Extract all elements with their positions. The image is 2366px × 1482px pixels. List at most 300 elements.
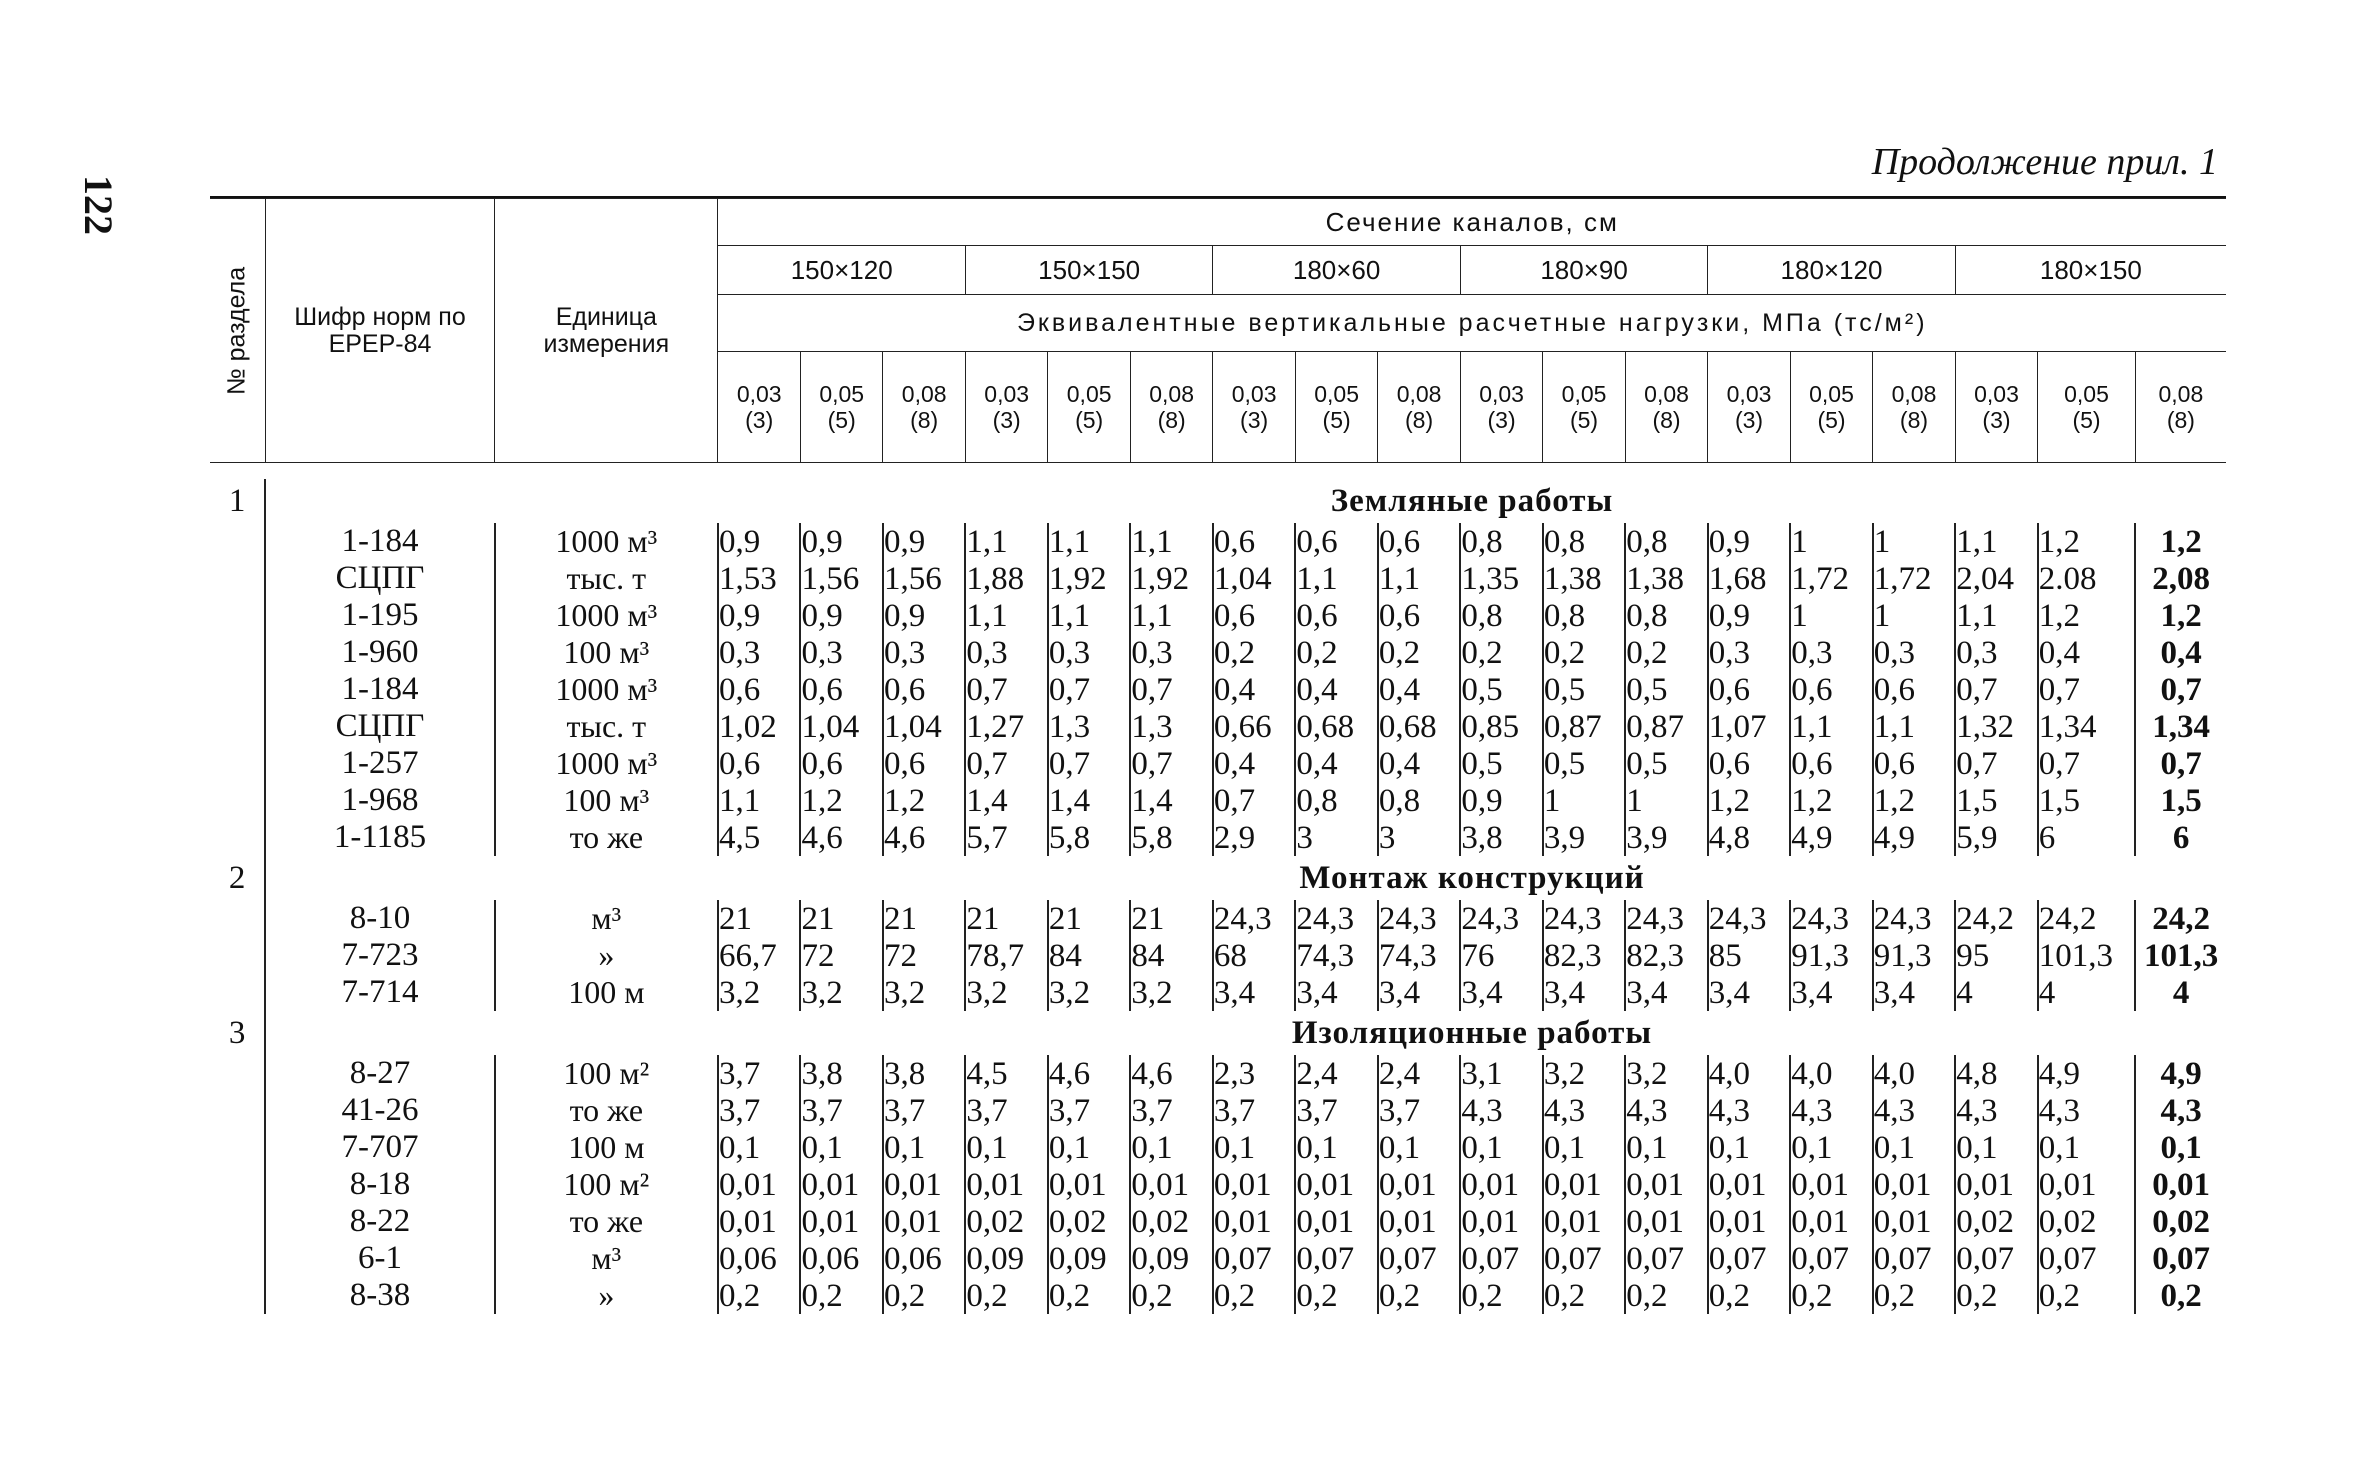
value-cell: 0,1 (1543, 1129, 1625, 1166)
section-size-header: 150×120 (718, 246, 965, 295)
pressure-tc: (5) (2072, 407, 2101, 433)
section-number: 2 (228, 859, 246, 896)
value-cell: 0,1 (1295, 1129, 1377, 1166)
value-cell: 0,1 (1213, 1129, 1295, 1166)
value-cell: 0,1 (1708, 1129, 1790, 1166)
section-number-cell (210, 1166, 265, 1203)
value-cell: 0,07 (1955, 1240, 2037, 1277)
value-cell: 1,88 (965, 560, 1047, 597)
section-size-header: 180×90 (1460, 246, 1707, 295)
value-cell: 2.08 (2038, 560, 2136, 597)
value-cell: 1,2 (2135, 523, 2226, 560)
value-cell: 0,1 (1790, 1129, 1872, 1166)
table-body (210, 463, 2226, 1315)
value-cell: 0,2 (2038, 1277, 2136, 1314)
norm-code: 7-723 (265, 937, 494, 974)
value-cell: 1,1 (1130, 597, 1212, 634)
norms-table (210, 198, 2226, 1314)
value-cell: 1 (1625, 782, 1707, 819)
value-cell: 1,53 (718, 560, 800, 597)
value-cell: 0,1 (1955, 1129, 2037, 1166)
value-cell: 0,6 (1295, 523, 1377, 560)
pressure-mpa: 0,03 (1479, 380, 1524, 407)
norm-code: 7-714 (265, 974, 494, 1011)
value-cell: 72 (883, 937, 965, 974)
pressure-header (1873, 352, 1955, 463)
value-cell: 0,3 (1873, 634, 1955, 671)
value-cell: 0,1 (1460, 1129, 1542, 1166)
value-cell: 0,66 (1213, 708, 1295, 745)
unit-cell: 1000 м³ (495, 597, 718, 634)
value-cell: 1 (1873, 597, 1955, 634)
value-cell: 0,2 (1213, 634, 1295, 671)
value-cell: 3,7 (965, 1092, 1047, 1129)
value-cell: 0,07 (1873, 1240, 1955, 1277)
value-cell: 5,9 (1955, 819, 2037, 856)
pressure-mpa: 0,03 (1974, 380, 2019, 407)
value-cell: 0,6 (1213, 597, 1295, 634)
value-cell: 1,2 (1708, 782, 1790, 819)
pressure-mpa: 0,05 (1066, 380, 1112, 407)
value-cell: 0,5 (1460, 745, 1542, 782)
section-size-header: 180×150 (1955, 246, 2226, 295)
value-cell: 4,3 (1873, 1092, 1955, 1129)
value-cell: 1,2 (1873, 782, 1955, 819)
table-row (210, 1203, 2226, 1240)
pressure-header (1955, 352, 2037, 463)
value-cell: 0,02 (1048, 1203, 1130, 1240)
value-cell: 1,04 (883, 708, 965, 745)
section-number-cell (210, 671, 265, 708)
value-cell: 1,02 (718, 708, 800, 745)
value-cell: 24,3 (1873, 900, 1955, 937)
unit-cell: тыс. т (495, 560, 718, 597)
value-cell: 24,2 (2038, 900, 2136, 937)
value-cell: 0,5 (1625, 671, 1707, 708)
unit-cell: 100 м (495, 974, 718, 1011)
value-cell: 1,34 (2038, 708, 2136, 745)
value-cell: 0,07 (2038, 1240, 2136, 1277)
table-row (210, 1277, 2226, 1314)
value-cell: 3,7 (718, 1092, 800, 1129)
value-cell: 0,07 (1625, 1240, 1707, 1277)
value-cell: 24,3 (1378, 900, 1460, 937)
value-cell: 0,1 (883, 1129, 965, 1166)
value-cell: 4,8 (1708, 819, 1790, 856)
value-cell: 0,5 (1543, 671, 1625, 708)
section-number-cell (210, 937, 265, 974)
value-cell: 1,1 (1955, 523, 2037, 560)
value-cell: 0,4 (1295, 671, 1377, 708)
norm-code: 8-10 (265, 900, 494, 937)
section-size-header: 150×150 (965, 246, 1212, 295)
value-cell: 24,3 (1213, 900, 1295, 937)
unit-cell: то же (495, 1203, 718, 1240)
value-cell: 1,1 (1873, 708, 1955, 745)
unit-cell: » (495, 937, 718, 974)
section-title-row (210, 479, 2226, 523)
value-cell: 0,9 (1460, 782, 1542, 819)
value-cell: 24,3 (1460, 900, 1542, 937)
value-cell: 0,1 (1378, 1129, 1460, 1166)
pressure-header (883, 352, 965, 463)
value-cell: 0,07 (2135, 1240, 2226, 1277)
value-cell: 0,1 (2038, 1129, 2136, 1166)
value-cell: 0,2 (1378, 1277, 1460, 1314)
table-row (210, 1166, 2226, 1203)
value-cell: 0,3 (1708, 634, 1790, 671)
value-cell: 0,2 (1625, 634, 1707, 671)
norm-code: 1-960 (265, 634, 494, 671)
value-cell: 4 (2135, 974, 2226, 1011)
value-cell: 1,1 (1130, 523, 1212, 560)
pressure-mpa: 0,08 (901, 380, 947, 407)
value-cell: 0,9 (718, 523, 800, 560)
pressure-header (1708, 352, 1790, 463)
value-cell: 3,7 (1378, 1092, 1460, 1129)
value-cell: 3,2 (1625, 1055, 1707, 1092)
table-row (210, 819, 2226, 856)
value-cell: 0,07 (1213, 1240, 1295, 1277)
value-cell: 0,6 (1378, 523, 1460, 560)
pressure-header (1378, 352, 1460, 463)
value-cell: 0,1 (2135, 1129, 2226, 1166)
value-cell: 0,2 (1460, 634, 1542, 671)
value-cell: 1,2 (2038, 523, 2136, 560)
value-cell: 0,02 (1955, 1203, 2037, 1240)
value-cell: 1,2 (1790, 782, 1872, 819)
norm-code: 8-22 (265, 1203, 494, 1240)
table-row (210, 597, 2226, 634)
table-row (210, 937, 2226, 974)
value-cell: 0,2 (1543, 1277, 1625, 1314)
unit-cell: » (495, 1277, 718, 1314)
value-cell: 1,4 (1130, 782, 1212, 819)
section-number-cell (210, 1277, 265, 1314)
value-cell: 4,8 (1955, 1055, 2037, 1092)
value-cell: 24,3 (1625, 900, 1707, 937)
value-cell: 0,07 (1295, 1240, 1377, 1277)
value-cell: 0,6 (800, 671, 882, 708)
value-cell: 0,01 (1378, 1203, 1460, 1240)
table-row (210, 1092, 2226, 1129)
value-cell: 1,38 (1543, 560, 1625, 597)
value-cell: 0,9 (883, 523, 965, 560)
section-title: Земляные работы (1330, 482, 1614, 519)
pressure-mpa: 0,08 (1149, 380, 1195, 407)
value-cell: 3,8 (883, 1055, 965, 1092)
value-cell: 1,1 (1378, 560, 1460, 597)
value-cell: 1,27 (965, 708, 1047, 745)
value-cell: 1,1 (1790, 708, 1872, 745)
value-cell: 0,01 (800, 1203, 882, 1240)
value-cell: 0,68 (1295, 708, 1377, 745)
pressure-mpa: 0,03 (984, 380, 1030, 407)
value-cell: 0,6 (1213, 523, 1295, 560)
value-cell: 3,1 (1460, 1055, 1542, 1092)
value-cell: 4,5 (965, 1055, 1047, 1092)
pressure-header (1460, 352, 1542, 463)
section-number-cell (210, 634, 265, 671)
value-cell: 24,2 (2135, 900, 2226, 937)
value-cell: 3,7 (1295, 1092, 1377, 1129)
page-number: 122 (76, 175, 121, 235)
value-cell: 0,2 (1295, 634, 1377, 671)
pressure-header (1790, 352, 1872, 463)
value-cell: 0,2 (1048, 1277, 1130, 1314)
value-cell: 3 (1295, 819, 1377, 856)
value-cell: 0,7 (2038, 671, 2136, 708)
value-cell: 0,07 (1378, 1240, 1460, 1277)
value-cell: 1,72 (1873, 560, 1955, 597)
value-cell: 0,01 (883, 1166, 965, 1203)
value-cell: 4,9 (1873, 819, 1955, 856)
pressure-mpa: 0,05 (1561, 380, 1607, 407)
value-cell: 0,2 (800, 1277, 882, 1314)
value-cell: 0,7 (1130, 745, 1212, 782)
pressure-tc: (5) (1322, 407, 1351, 433)
value-cell: 84 (1048, 937, 1130, 974)
value-cell: 2,3 (1213, 1055, 1295, 1092)
value-cell: 0,01 (800, 1166, 882, 1203)
value-cell: 1,32 (1955, 708, 2037, 745)
value-cell: 1,3 (1048, 708, 1130, 745)
value-cell: 0,8 (1625, 523, 1707, 560)
pressure-header (1213, 352, 1295, 463)
section-number-header: № раздела (210, 199, 265, 463)
value-cell: 0,01 (1295, 1166, 1377, 1203)
value-cell: 0,2 (1543, 634, 1625, 671)
value-cell: 0,3 (883, 634, 965, 671)
section-number-cell (210, 900, 265, 937)
section-size-header: 180×120 (1708, 246, 1955, 295)
value-cell: 4,3 (1955, 1092, 2037, 1129)
norm-code: 1-195 (265, 597, 494, 634)
value-cell: 4,3 (1625, 1092, 1707, 1129)
value-cell: 0,3 (800, 634, 882, 671)
value-cell: 6 (2135, 819, 2226, 856)
value-cell: 1,04 (800, 708, 882, 745)
unit-cell: то же (495, 1092, 718, 1129)
value-cell: 4,6 (800, 819, 882, 856)
section-number-cell (210, 819, 265, 856)
section-title-row (210, 1011, 2226, 1055)
value-cell: 1,5 (2135, 782, 2226, 819)
value-cell: 0,7 (1213, 782, 1295, 819)
value-cell: 4,3 (1543, 1092, 1625, 1129)
value-cell: 3,4 (1625, 974, 1707, 1011)
value-cell: 2,4 (1378, 1055, 1460, 1092)
value-cell: 3,2 (800, 974, 882, 1011)
pressure-header (1130, 352, 1212, 463)
value-cell: 4,3 (2135, 1092, 2226, 1129)
value-cell: 3,4 (1873, 974, 1955, 1011)
value-cell: 4,9 (2135, 1055, 2226, 1092)
pressure-tc: (5) (1817, 407, 1846, 433)
value-cell: 0,01 (1708, 1203, 1790, 1240)
value-cell: 6 (2038, 819, 2136, 856)
value-cell: 1,2 (800, 782, 882, 819)
value-cell: 0,9 (800, 523, 882, 560)
unit-cell: 100 м (495, 1129, 718, 1166)
value-cell: 0,07 (1790, 1240, 1872, 1277)
pressure-header (1543, 352, 1625, 463)
value-cell: 1,1 (718, 782, 800, 819)
value-cell: 3,7 (1213, 1092, 1295, 1129)
value-cell: 0,6 (883, 745, 965, 782)
value-cell: 3,8 (1460, 819, 1542, 856)
section-number: 3 (228, 1014, 246, 1051)
value-cell: 4,9 (1790, 819, 1872, 856)
value-cell: 1,1 (1048, 523, 1130, 560)
value-cell: 4,6 (1130, 1055, 1212, 1092)
value-cell: 0,8 (1460, 523, 1542, 560)
value-cell: 1,92 (1048, 560, 1130, 597)
value-cell: 1,3 (1130, 708, 1212, 745)
value-cell: 0,09 (965, 1240, 1047, 1277)
value-cell: 1,4 (1048, 782, 1130, 819)
table-row (210, 1129, 2226, 1166)
value-cell: 0,1 (800, 1129, 882, 1166)
value-cell: 3,7 (1130, 1092, 1212, 1129)
section-size-header: 180×60 (1213, 246, 1460, 295)
value-cell: 1 (1790, 597, 1872, 634)
value-cell: 1,1 (965, 523, 1047, 560)
unit-cell: 1000 м³ (495, 671, 718, 708)
value-cell: 0,2 (883, 1277, 965, 1314)
pressure-header (800, 352, 882, 463)
value-cell: 3,4 (1295, 974, 1377, 1011)
value-cell: 0,7 (2135, 745, 2226, 782)
value-cell: 0,3 (718, 634, 800, 671)
value-cell: 24,3 (1708, 900, 1790, 937)
value-cell: 4 (1955, 974, 2037, 1011)
value-cell: 0,4 (1213, 671, 1295, 708)
value-cell: 0,01 (965, 1166, 1047, 1203)
value-cell: 0,2 (2135, 1277, 2226, 1314)
table-row (210, 974, 2226, 1011)
value-cell: 91,3 (1873, 937, 1955, 974)
value-cell: 3,7 (718, 1055, 800, 1092)
value-cell: 101,3 (2038, 937, 2136, 974)
value-cell: 0,01 (1130, 1166, 1212, 1203)
value-cell: 0,6 (1790, 671, 1872, 708)
pressure-tc: (8) (910, 407, 939, 433)
value-cell: 1,4 (965, 782, 1047, 819)
value-cell: 0,7 (1130, 671, 1212, 708)
value-cell: 0,7 (965, 671, 1047, 708)
value-cell: 2,04 (1955, 560, 2037, 597)
value-cell: 0,9 (1708, 597, 1790, 634)
section-title: Изоляционные работы (1291, 1014, 1653, 1051)
table-row (210, 1240, 2226, 1277)
section-number-cell (210, 1055, 265, 1092)
value-cell: 0,02 (1130, 1203, 1212, 1240)
section-number-cell (210, 560, 265, 597)
unit-cell: 100 м² (495, 1166, 718, 1203)
value-cell: 0,01 (1295, 1203, 1377, 1240)
value-cell: 4,9 (2038, 1055, 2136, 1092)
value-cell: 0,01 (1873, 1166, 1955, 1203)
value-cell: 4,3 (1708, 1092, 1790, 1129)
table-row (210, 708, 2226, 745)
table-row (210, 560, 2226, 597)
unit-cell: 1000 м³ (495, 745, 718, 782)
norm-code: 8-18 (265, 1166, 494, 1203)
value-cell: 1,56 (800, 560, 882, 597)
value-cell: 2,9 (1213, 819, 1295, 856)
value-cell: 72 (800, 937, 882, 974)
value-cell: 0,06 (718, 1240, 800, 1277)
value-cell: 1,2 (2135, 597, 2226, 634)
value-cell: 0,4 (1378, 671, 1460, 708)
value-cell: 3,2 (1543, 1055, 1625, 1092)
section-number-cell (210, 708, 265, 745)
value-cell: 0,01 (1790, 1166, 1872, 1203)
value-cell: 0,6 (718, 671, 800, 708)
value-cell: 0,01 (1213, 1166, 1295, 1203)
value-cell: 21 (883, 900, 965, 937)
value-cell: 0,5 (1543, 745, 1625, 782)
value-cell: 82,3 (1543, 937, 1625, 974)
code-header: Шифр норм по ЕРЕР-84 (265, 199, 494, 463)
value-cell: 0,01 (1213, 1203, 1295, 1240)
value-cell: 0,01 (1708, 1166, 1790, 1203)
value-cell: 4,6 (1048, 1055, 1130, 1092)
value-cell: 0,8 (1625, 597, 1707, 634)
value-cell: 0,1 (965, 1129, 1047, 1166)
table-row (210, 1055, 2226, 1092)
value-cell: 0,6 (1708, 671, 1790, 708)
section-number-cell (210, 1240, 265, 1277)
value-cell: 1,38 (1625, 560, 1707, 597)
value-cell: 0,1 (1130, 1129, 1212, 1166)
pressure-header (2038, 352, 2136, 463)
value-cell: 0,02 (2038, 1203, 2136, 1240)
pressure-tc: (3) (1982, 407, 2011, 433)
value-cell: 2,4 (1295, 1055, 1377, 1092)
value-cell: 3,4 (1708, 974, 1790, 1011)
table-header (210, 199, 2226, 463)
value-cell: 0,01 (1625, 1166, 1707, 1203)
unit-header: Единица измерения (495, 199, 718, 463)
pressure-tc: (3) (1240, 407, 1269, 433)
value-cell: 0,2 (1213, 1277, 1295, 1314)
value-cell: 3,4 (1378, 974, 1460, 1011)
section-number-cell (210, 1129, 265, 1166)
pressure-mpa: 0,05 (1314, 380, 1359, 407)
value-cell: 24,2 (1955, 900, 2037, 937)
pressure-tc: (8) (1405, 407, 1434, 433)
value-cell: 4,0 (1708, 1055, 1790, 1092)
pressure-mpa: 0,03 (736, 380, 782, 407)
value-cell: 0,2 (1625, 1277, 1707, 1314)
value-cell: 0,07 (1543, 1240, 1625, 1277)
section-number-cell (210, 745, 265, 782)
value-cell: 3,7 (1048, 1092, 1130, 1129)
value-cell: 1 (1873, 523, 1955, 560)
value-cell: 0,8 (1543, 523, 1625, 560)
value-cell: 0,2 (965, 1277, 1047, 1314)
value-cell: 0,01 (1378, 1166, 1460, 1203)
value-cell: 0,01 (1048, 1166, 1130, 1203)
value-cell: 0,01 (1955, 1166, 2037, 1203)
value-cell: 0,3 (1130, 634, 1212, 671)
value-cell: 68 (1213, 937, 1295, 974)
section-title-row (210, 856, 2226, 900)
value-cell: 24,3 (1295, 900, 1377, 937)
section-number-cell (210, 974, 265, 1011)
